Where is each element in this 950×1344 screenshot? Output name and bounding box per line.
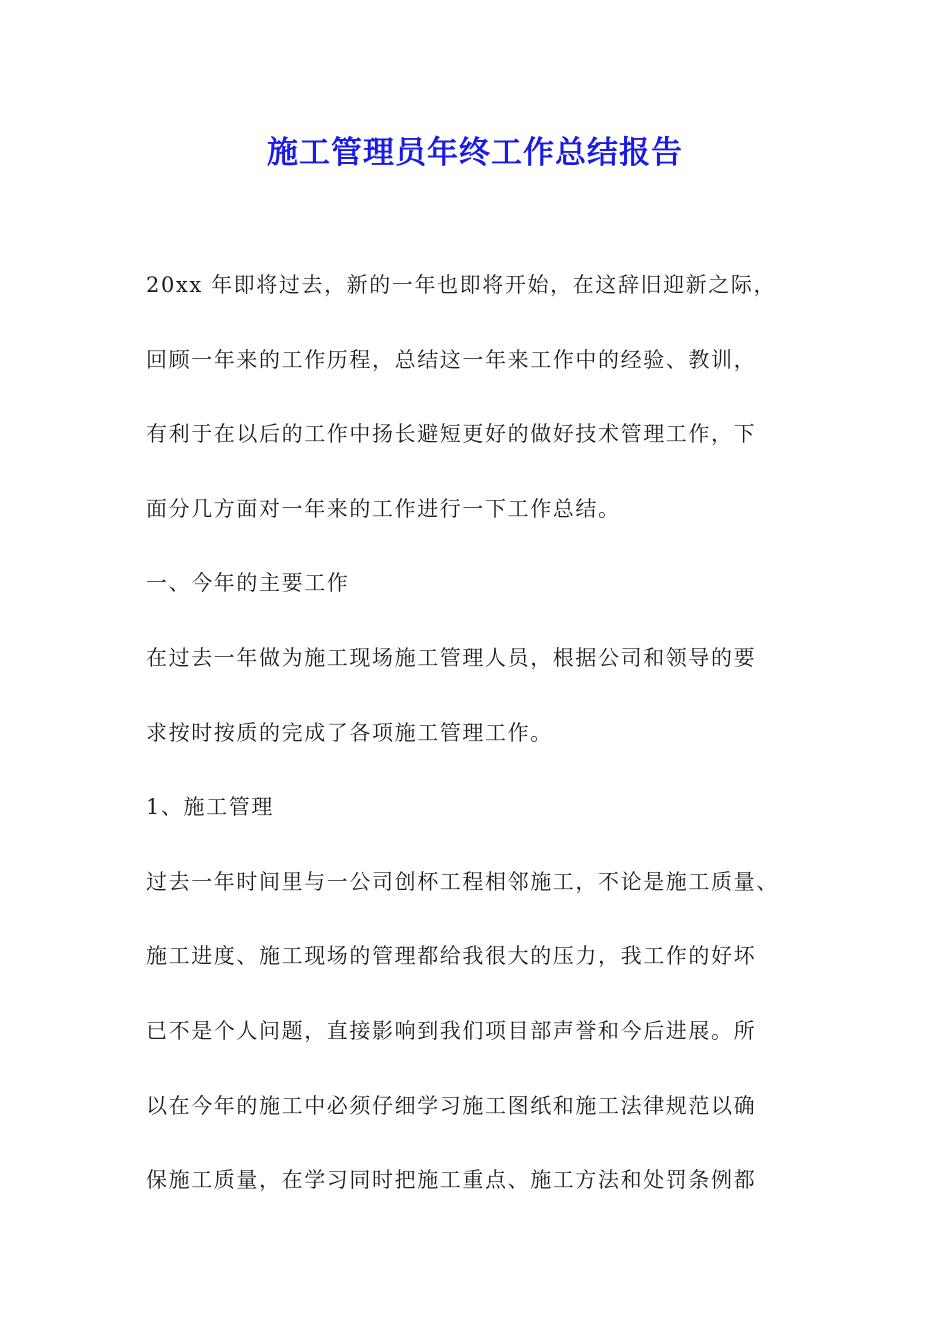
subsection-heading: 1、施工管理 (146, 795, 274, 820)
body-line: 20xx 年即将过去，新的一年也即将开始，在这辞旧迎新之际， (146, 273, 777, 297)
section-heading: 一、今年的主要工作 (146, 571, 350, 596)
document-title: 施工管理员年终工作总结报告 (267, 135, 683, 171)
body-line: 过去一年时间里与一公司创杯工程相邻施工，不论是施工质量、 (146, 869, 779, 894)
body-line: 已不是个人问题，直接影响到我们项目部声誉和今后进展。所 (146, 1018, 757, 1043)
body-line: 回顾一年来的工作历程，总结这一年来工作中的经验、教训， (146, 347, 757, 372)
body-line: 求按时按质的完成了各项施工管理工作。 (146, 720, 553, 745)
body-line: 以在今年的施工中必须仔细学习施工图纸和施工法律规范以确 (146, 1093, 757, 1118)
body-line: 保施工质量，在学习同时把施工重点、施工方法和处罚条例都 (146, 1168, 757, 1193)
document-body (146, 262, 826, 1232)
body-line: 有利于在以后的工作中扬长避短更好的做好技术管理工作，下 (146, 422, 757, 447)
body-line: 在过去一年做为施工现场施工管理人员，根据公司和领导的要 (146, 645, 757, 670)
body-line: 面分几方面对一年来的工作进行一下工作总结。 (146, 496, 621, 521)
body-line: 施工进度、施工现场的管理都给我很大的压力，我工作的好坏 (146, 944, 757, 969)
